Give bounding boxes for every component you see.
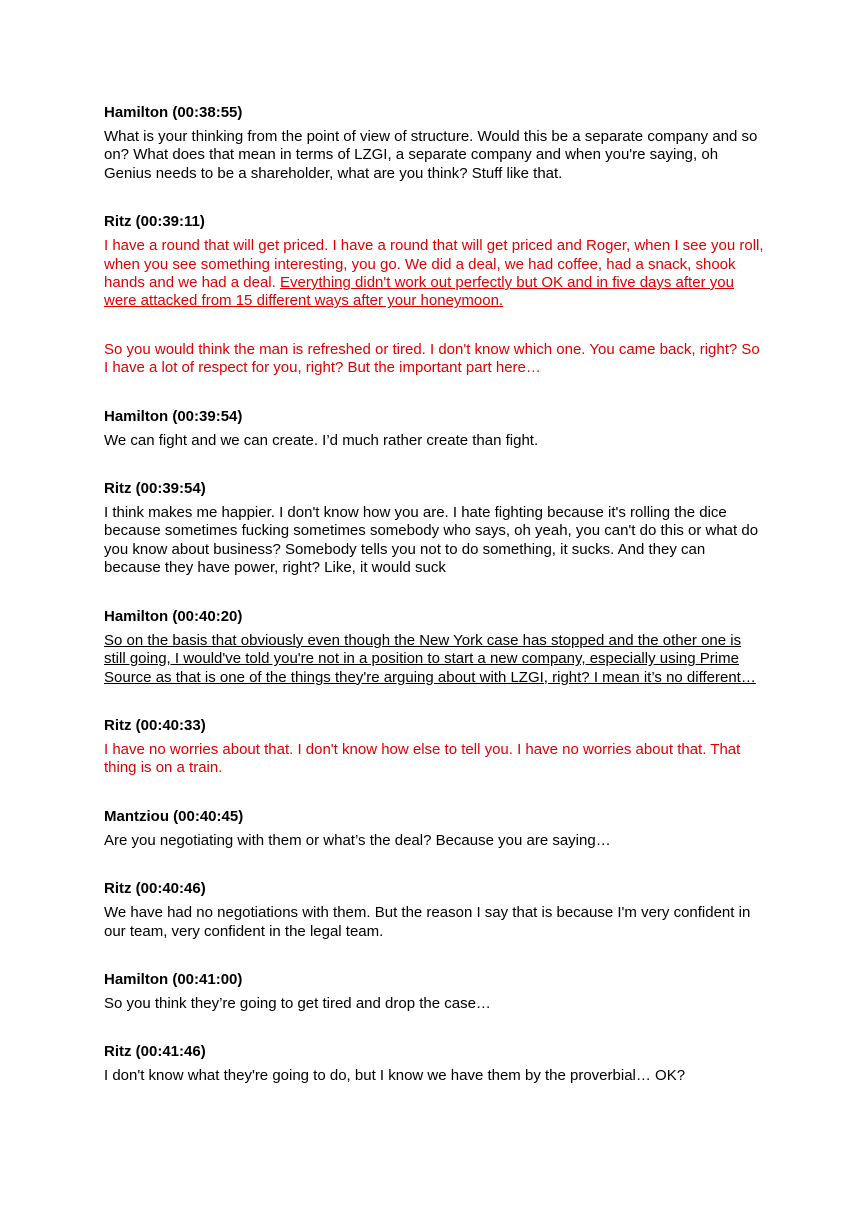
- transcript-entries: [104, 104, 764, 1086]
- dialogue-text: What is your thinking from the point of view of structure. Would this be a separate company and so on? What does that mean in terms of LZGI, a separate company and when you're saying, oh Genius needs to be a shareholder, what are you think? Stuff like that.: [104, 128, 758, 182]
- speaker-heading: Ritz (00:41:46): [104, 1043, 206, 1061]
- dialogue-paragraph: [104, 995, 764, 1013]
- transcript-entry: [104, 104, 764, 183]
- entry-spacer: [104, 450, 764, 480]
- dialogue-text: Are you negotiating with them or what’s the deal? Because you are saying…: [104, 831, 611, 849]
- dialogue-text: So you would think the man is refreshed or tired. I don't know which one. You came back, right? So I have a lot of respect for you, right? But the important part here…: [104, 340, 760, 377]
- speaker-heading: Ritz (00:40:46): [104, 880, 206, 898]
- dialogue-paragraph: [104, 832, 764, 850]
- transcript-entry: [104, 1043, 764, 1085]
- transcript-entry: [104, 880, 764, 941]
- transcript-entry: [104, 808, 764, 850]
- entry-spacer: [104, 941, 764, 971]
- speaker-heading: Hamilton (00:41:00): [104, 970, 243, 988]
- speaker-heading: Ritz (00:40:33): [104, 716, 206, 734]
- entry-spacer: [104, 183, 764, 213]
- paragraph-spacer: [104, 311, 764, 341]
- dialogue-paragraph: [104, 341, 764, 378]
- speaker-heading: Hamilton (00:39:54): [104, 407, 243, 425]
- transcript-page: [104, 104, 764, 1086]
- dialogue-paragraph: [104, 237, 764, 311]
- entry-spacer: [104, 1013, 764, 1043]
- entry-spacer: [104, 687, 764, 717]
- transcript-entry: [104, 608, 764, 687]
- dialogue-paragraph: [104, 741, 764, 778]
- dialogue-paragraph: [104, 432, 764, 450]
- entry-spacer: [104, 578, 764, 608]
- dialogue-paragraph: [104, 128, 764, 183]
- dialogue-text: So you think they’re going to get tired and drop the case…: [104, 994, 491, 1012]
- transcript-entry: [104, 480, 764, 578]
- entry-spacer: [104, 850, 764, 880]
- entry-spacer: [104, 378, 764, 408]
- dialogue-text: We have had no negotiations with them. But the reason I say that is because I'm very confident in our team, very confident in the legal team.: [104, 904, 751, 940]
- speaker-heading: Ritz (00:39:54): [104, 480, 206, 498]
- dialogue-text: We can fight and we can create. I’d much rather create than fight.: [104, 431, 539, 449]
- transcript-entry: [104, 408, 764, 450]
- dialogue-paragraph: [104, 504, 764, 578]
- dialogue-text: I don't know what they're going to do, but I know we have them by the proverbial… OK?: [104, 1067, 686, 1085]
- transcript-entry: [104, 213, 764, 377]
- speaker-heading: Hamilton (00:40:20): [104, 607, 243, 625]
- underlined-text: Everything didn't work out perfectly but OK and in five days after you were attacked from 15 different ways after your honeymoon.: [104, 274, 734, 310]
- speaker-heading: Mantziou (00:40:45): [104, 807, 244, 825]
- speaker-heading: Ritz (00:39:11): [104, 213, 205, 231]
- transcript-entry: [104, 971, 764, 1013]
- entry-spacer: [104, 778, 764, 808]
- dialogue-paragraph: [104, 632, 764, 687]
- dialogue-text: I think makes me happier. I don't know how you are. I hate fighting because it's rolling the dice because sometimes fucking sometimes somebody who says, oh yeah, you can't do this or what do you know about business? Somebody tells you not to do something, it sucks. And they can because they have power, right? Like, it would suck: [104, 504, 759, 577]
- dialogue-paragraph: [104, 904, 764, 941]
- dialogue-text: I have a round that will get priced. I have a round that will get priced and Roger, when I see you roll, when you see something interesting, you go. We did a deal, we had coffee, had a snack, shook hands and we had a deal.: [104, 237, 764, 292]
- dialogue-paragraph: [104, 1067, 764, 1085]
- transcript-entry: [104, 717, 764, 778]
- speaker-heading: Hamilton (00:38:55): [104, 104, 243, 121]
- underlined-text: So on the basis that obviously even though the New York case has stopped and the other one is still going, I would've told you're not in a position to start a new company, especially using Prime Source as that is one of the things they're arguing about with LZGI, right? I mean it’s no different…: [104, 631, 756, 686]
- dialogue-text: I have no worries about that. I don't know how else to tell you. I have no worries about that. That thing is on a train.: [104, 740, 741, 777]
